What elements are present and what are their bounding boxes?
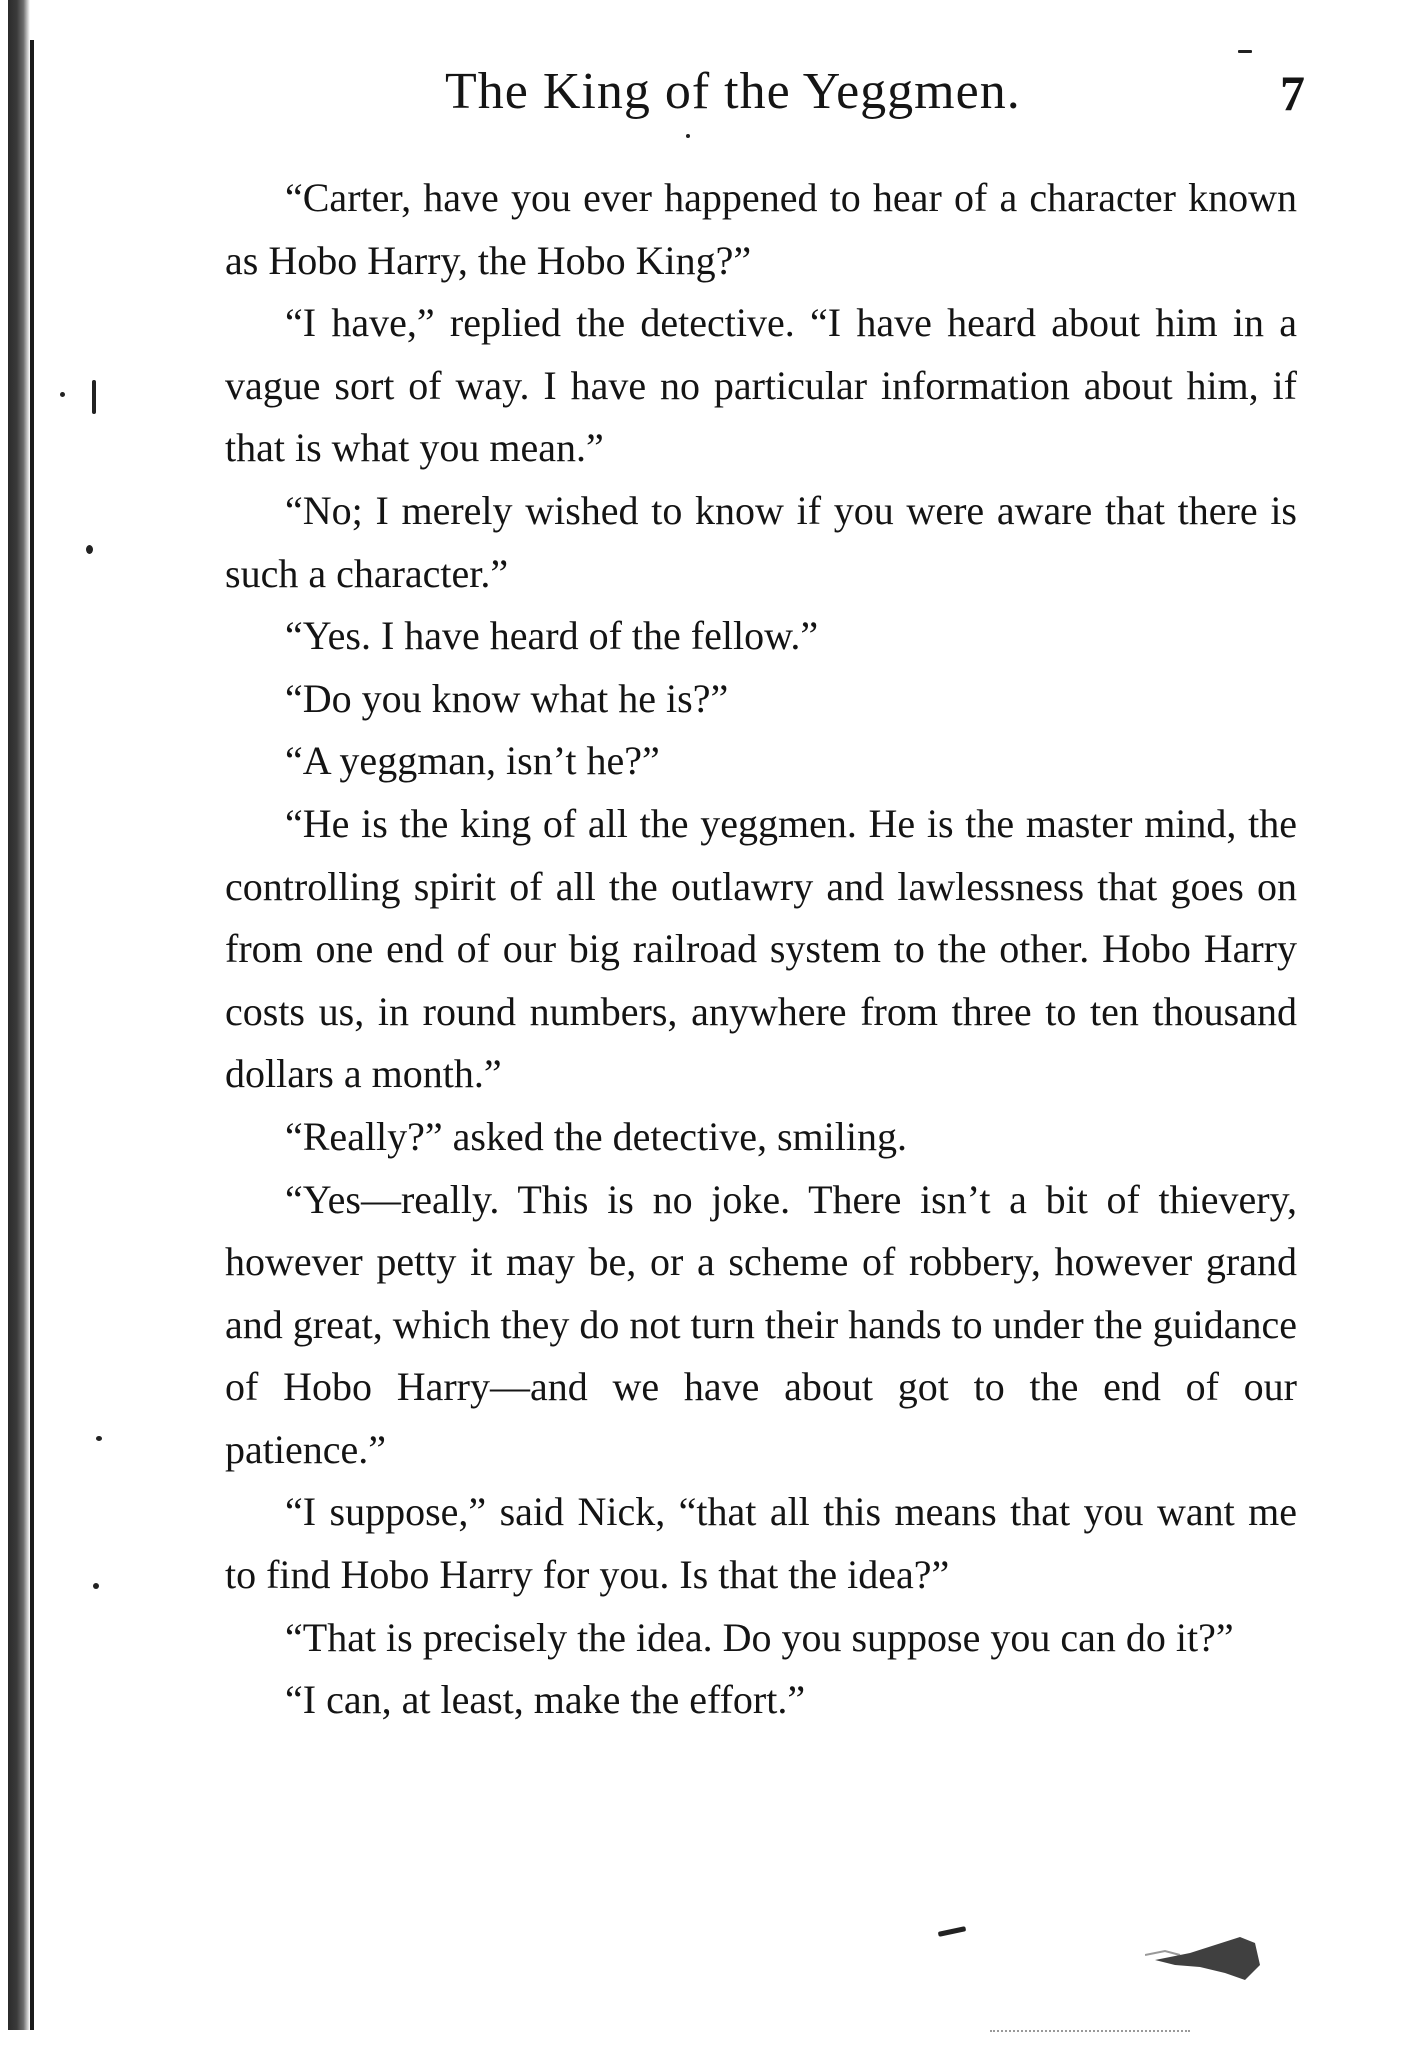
paragraph: “I can, at least, make the effort.” <box>285 1677 806 1723</box>
body-text <box>225 167 1297 1732</box>
print-speck <box>86 545 93 554</box>
running-title: The King of the Yeggmen. <box>445 63 1021 120</box>
paragraph: “No; I merely wished to know if you were aware that there is such a character.” <box>225 487 1297 596</box>
paragraph: “I have,” replied the detective. “I have heard about him in a vague sort of way. I have no particular information about him, if that is what you mean.” <box>225 300 1297 471</box>
print-speck <box>1238 50 1252 53</box>
print-speck <box>686 134 690 138</box>
paragraph: “Yes—really. This is no joke. There isn’t a bit of thievery, however petty it may be, or a scheme of robbery, however grand and great, which they do not turn their hands to under the guidance of Hobo Harry—and we have about got to the end of our patience.” <box>225 1176 1297 1472</box>
bottom-edge-noise <box>990 2030 1190 2035</box>
page-header <box>225 62 1305 142</box>
ink-smudge <box>1145 1925 1265 1985</box>
paragraph: “Really?” asked the detective, smiling. <box>285 1113 907 1159</box>
paragraph: “Carter, have you ever happened to hear of a character known as Hobo Harry, the Hobo King?” <box>225 175 1297 283</box>
print-speck <box>938 1926 966 1937</box>
print-speck <box>93 1583 99 1589</box>
paragraph: “I suppose,” said Nick, “that all this means that you want me to find Hobo Harry for you. Is that the idea?” <box>225 1489 1297 1598</box>
paragraph: “A yeggman, isn’t he?” <box>285 738 660 784</box>
binding-edge <box>30 40 34 2030</box>
paragraph: “He is the king of all the yeggmen. He is the master mind, the controlling spirit of all the outlawry and lawlessness that goes on from one end of our big railroad system to the other. Hobo Harry costs us, in round numbers, anywhere from three to ten thousand dollars a month.” <box>225 800 1297 1097</box>
print-speck <box>60 392 65 397</box>
paragraph: “That is precisely the idea. Do you suppose you can do it?” <box>285 1614 1234 1660</box>
paragraph: “Do you know what he is?” <box>285 675 729 721</box>
binding-shadow <box>8 0 30 2030</box>
print-speck <box>96 1436 102 1441</box>
paragraph: “Yes. I have heard of the fellow.” <box>285 613 819 659</box>
print-speck <box>92 380 96 414</box>
page-number: 7 <box>1280 65 1305 121</box>
